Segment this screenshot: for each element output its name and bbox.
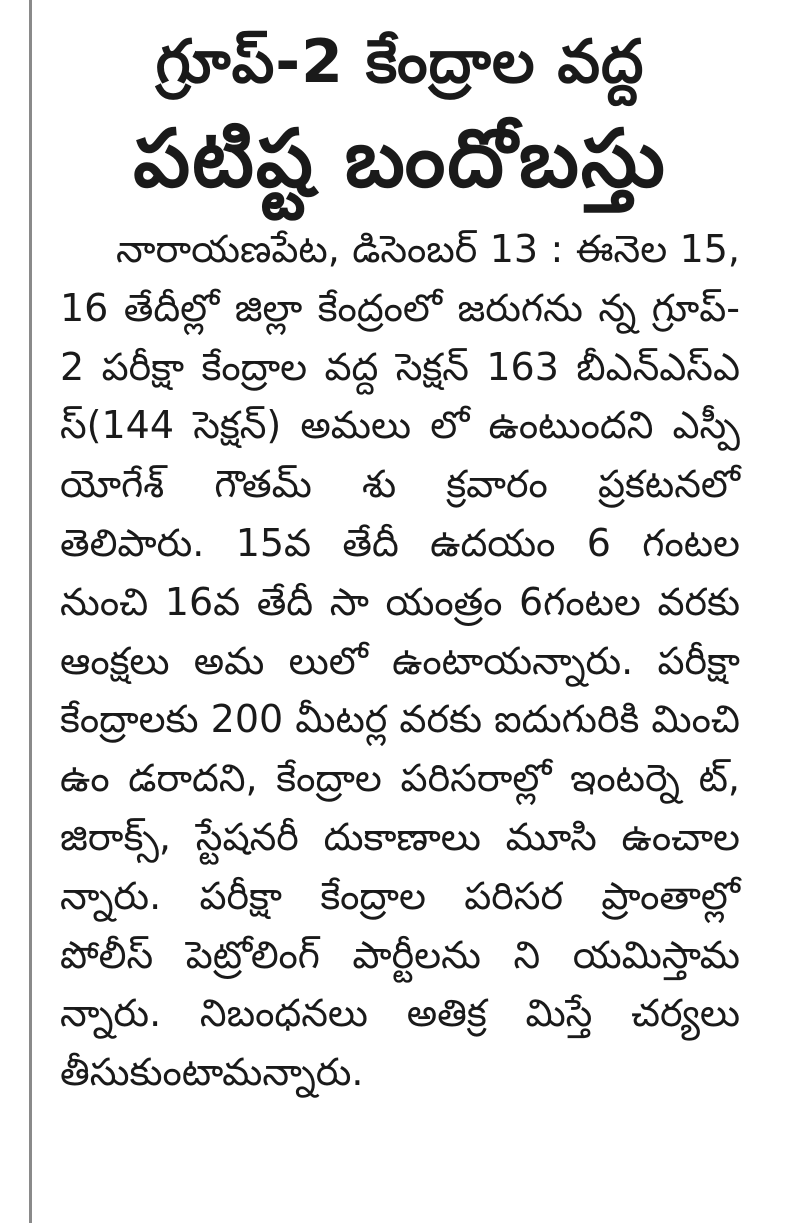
headline-main: పటిష్ట బందోబస్తు (133, 112, 667, 205)
column-divider (29, 0, 32, 1223)
news-clipping (60, 20, 740, 1102)
article-body: నారాయణపేట, డిసెంబర్ 13 : ఈనెల 15, 16 తేదీల్లో జిల్లా కేంద్రంలో జరుగను న్న గ్రూప్-2 పరీక్షా కేంద్రాల వద్ద సెక్షన్ 163 బీఎన్ఎస్ఎస్(144 సెక్షన్) అమలు లో ఉంటుందని ఎస్పీ యోగేశ్ గౌతమ్ శు క్రవారం ప్రకటనలో తెలిపారు. 15వ తేదీ ఉదయం 6 గంటల నుంచి 16వ తేదీ సా యంత్రం 6గంటల వరకు ఆంక్షలు అమ లులో ఉంటాయన్నారు. పరీక్షా కేంద్రాలకు 200 మీటర్ల వరకు ఐదుగురికి మించి ఉం డరాదని, కేంద్రాల పరిసరాల్లో ఇంటర్నె ట్, జిరాక్స్, స్టేషనరీ దుకాణాలు మూసి ఉంచాలన్నారు. పరీక్షా కేంద్రాల పరిసర ప్రాంతాల్లో పోలీస్ పెట్రోలింగ్ పార్టీలను ని యమిస్తామన్నారు. నిబంధనలు అతిక్ర మిస్తే చర్యలు తీసుకుంటామన్నారు. (60, 227, 740, 1095)
headline-kicker: గ్రూప్-2 కేంద్రాల వద్ద (155, 27, 645, 97)
